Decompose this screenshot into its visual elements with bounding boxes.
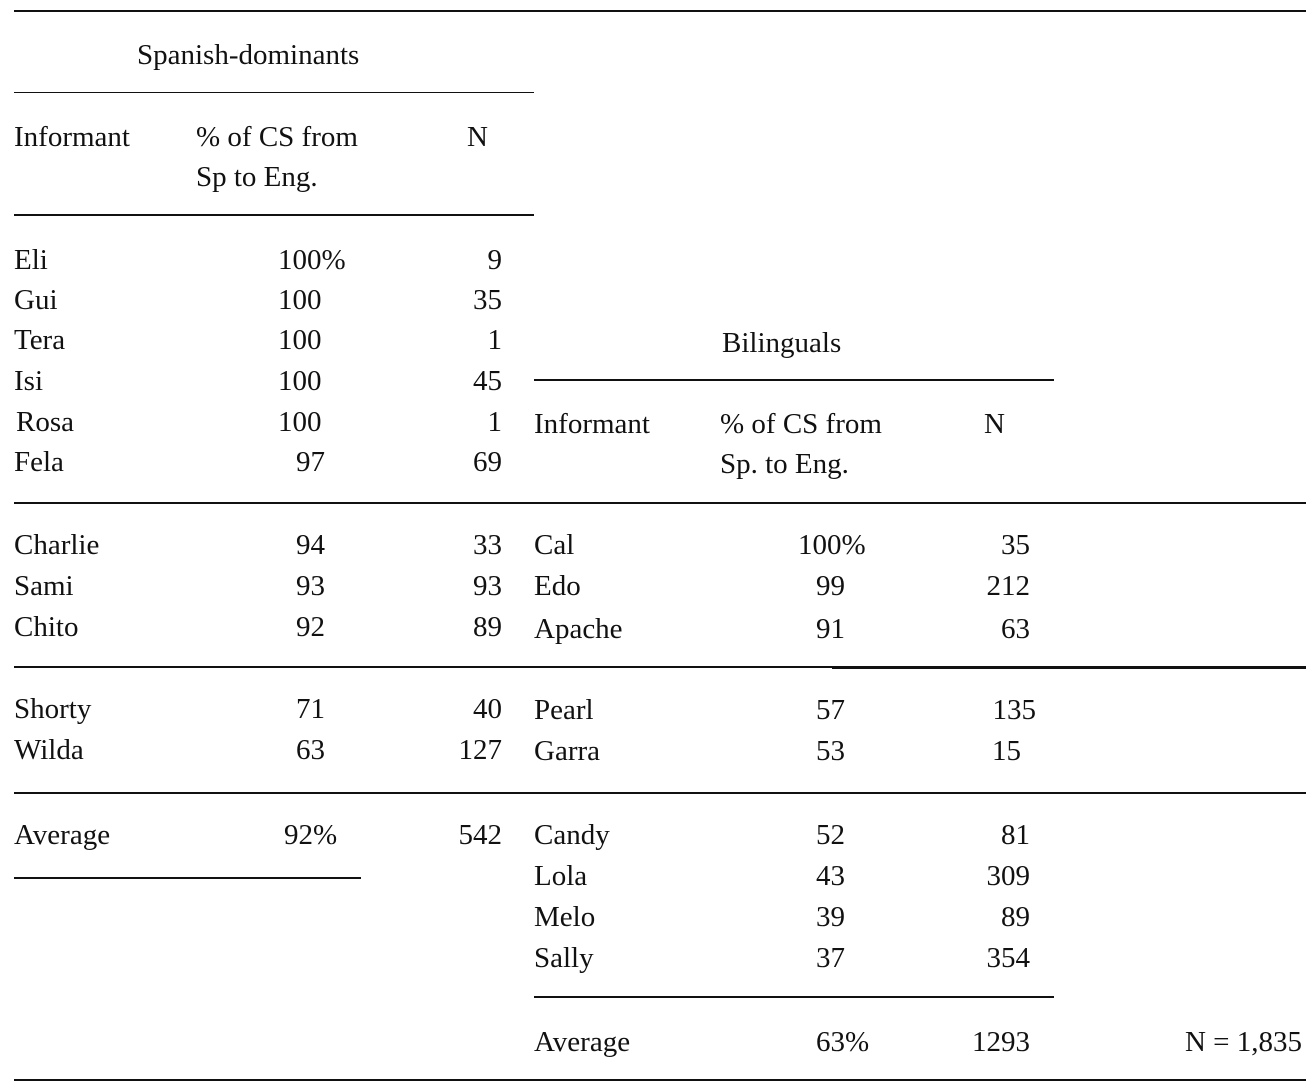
bilingual-pct: 39: [816, 901, 845, 933]
bilingual-header-informant: Informant: [534, 408, 650, 440]
spanish-average-n: 542: [458, 819, 502, 851]
bilingual-n: 81: [1001, 819, 1030, 851]
spanish-informant: Wilda: [14, 734, 84, 766]
spanish-header-pct-line2: Sp to Eng.: [196, 161, 318, 193]
spanish-pct: 100: [278, 365, 322, 397]
spanish-pct: 63: [296, 734, 325, 766]
spanish-average-rule: [14, 877, 361, 879]
spanish-n: 93: [473, 570, 502, 602]
bilingual-header-pct-line2: Sp. to Eng.: [720, 448, 849, 480]
bilingual-informant: Cal: [534, 529, 575, 561]
spanish-informant: Eli: [14, 244, 48, 276]
spanish-n: 69: [473, 446, 502, 478]
spanish-informant: Isi: [14, 365, 43, 397]
spanish-dominants-title: Spanish-dominants: [137, 39, 360, 71]
bilingual-n: 135: [992, 694, 1036, 726]
bilinguals-title: Bilinguals: [722, 327, 842, 359]
spanish-pct: 100%: [278, 244, 346, 276]
bilingual-header-pct-line1: % of CS from: [720, 408, 882, 440]
spanish-informant: Chito: [14, 611, 79, 643]
spanish-n: 89: [473, 611, 502, 643]
bilingual-pct: 43: [816, 860, 845, 892]
bilingual-average-n: 1293: [972, 1026, 1030, 1058]
spanish-informant: Rosa: [16, 406, 74, 438]
bilingual-n: 15: [992, 735, 1021, 767]
group-rule-1: [14, 502, 1306, 504]
spanish-average-label: Average: [14, 819, 111, 851]
spanish-n: 9: [487, 244, 502, 276]
top-rule: [14, 10, 1306, 12]
bilingual-informant: Candy: [534, 819, 610, 851]
bilingual-pct: 53: [816, 735, 845, 767]
bottom-rule: [14, 1079, 1306, 1081]
spanish-n: 45: [473, 365, 502, 397]
bilingual-pct: 100%: [798, 529, 866, 561]
spanish-pct: 100: [278, 324, 322, 356]
spanish-informant: Charlie: [14, 529, 100, 561]
bilingual-informant: Edo: [534, 570, 581, 602]
group-rule-2-left: [14, 666, 834, 668]
group-rule-3: [14, 792, 1306, 794]
bilingual-average-label: Average: [534, 1026, 631, 1058]
bilingual-header-n: N: [984, 408, 1005, 440]
bilingual-pct: 57: [816, 694, 845, 726]
bilingual-n: 35: [1001, 529, 1030, 561]
spanish-n: 40: [473, 693, 502, 725]
bilingual-informant: Pearl: [534, 694, 594, 726]
spanish-n: 127: [458, 734, 502, 766]
spanish-pct: 100: [278, 284, 322, 316]
bilingual-pct: 37: [816, 942, 845, 974]
spanish-n: 1: [487, 406, 502, 438]
spanish-pct: 71: [296, 693, 325, 725]
spanish-header-pct-line1: % of CS from: [196, 121, 358, 153]
spanish-header-informant: Informant: [14, 121, 130, 153]
spanish-title-rule: [14, 92, 534, 93]
bilingual-n: 89: [1001, 901, 1030, 933]
bilingual-average-pct: 63%: [816, 1026, 870, 1058]
bilingual-informant: Apache: [534, 613, 623, 645]
group-rule-2-right: [832, 666, 1306, 669]
spanish-pct: 92: [296, 611, 325, 643]
spanish-n: 33: [473, 529, 502, 561]
bilingual-informant: Garra: [534, 735, 601, 767]
bilingual-n: 63: [1001, 613, 1030, 645]
bilingual-pct: 99: [816, 570, 845, 602]
spanish-pct: 94: [296, 529, 325, 561]
total-n: N = 1,835: [1184, 1026, 1302, 1058]
spanish-header-rule: [14, 214, 534, 216]
spanish-informant: Shorty: [14, 693, 92, 725]
spanish-informant: Gui: [14, 284, 58, 316]
spanish-average-pct: 92%: [284, 819, 338, 851]
bilingual-pct: 91: [816, 613, 845, 645]
bilingual-informant: Sally: [534, 942, 594, 974]
bilingual-informant: Lola: [534, 860, 588, 892]
spanish-informant: Sami: [14, 570, 74, 602]
spanish-n: 1: [487, 324, 502, 356]
spanish-informant: Fela: [14, 446, 64, 478]
bilingual-title-rule: [534, 379, 1054, 381]
spanish-pct: 97: [296, 446, 325, 478]
bilingual-n: 354: [986, 942, 1030, 974]
bilingual-n: 212: [986, 570, 1030, 602]
spanish-n: 35: [473, 284, 502, 316]
bilingual-informant: Melo: [534, 901, 596, 933]
bilingual-average-rule: [534, 996, 1054, 998]
spanish-informant: Tera: [14, 324, 66, 356]
bilingual-n: 309: [986, 860, 1030, 892]
spanish-pct: 93: [296, 570, 325, 602]
bilingual-pct: 52: [816, 819, 845, 851]
spanish-pct: 100: [278, 406, 322, 438]
spanish-header-n: N: [467, 121, 488, 153]
